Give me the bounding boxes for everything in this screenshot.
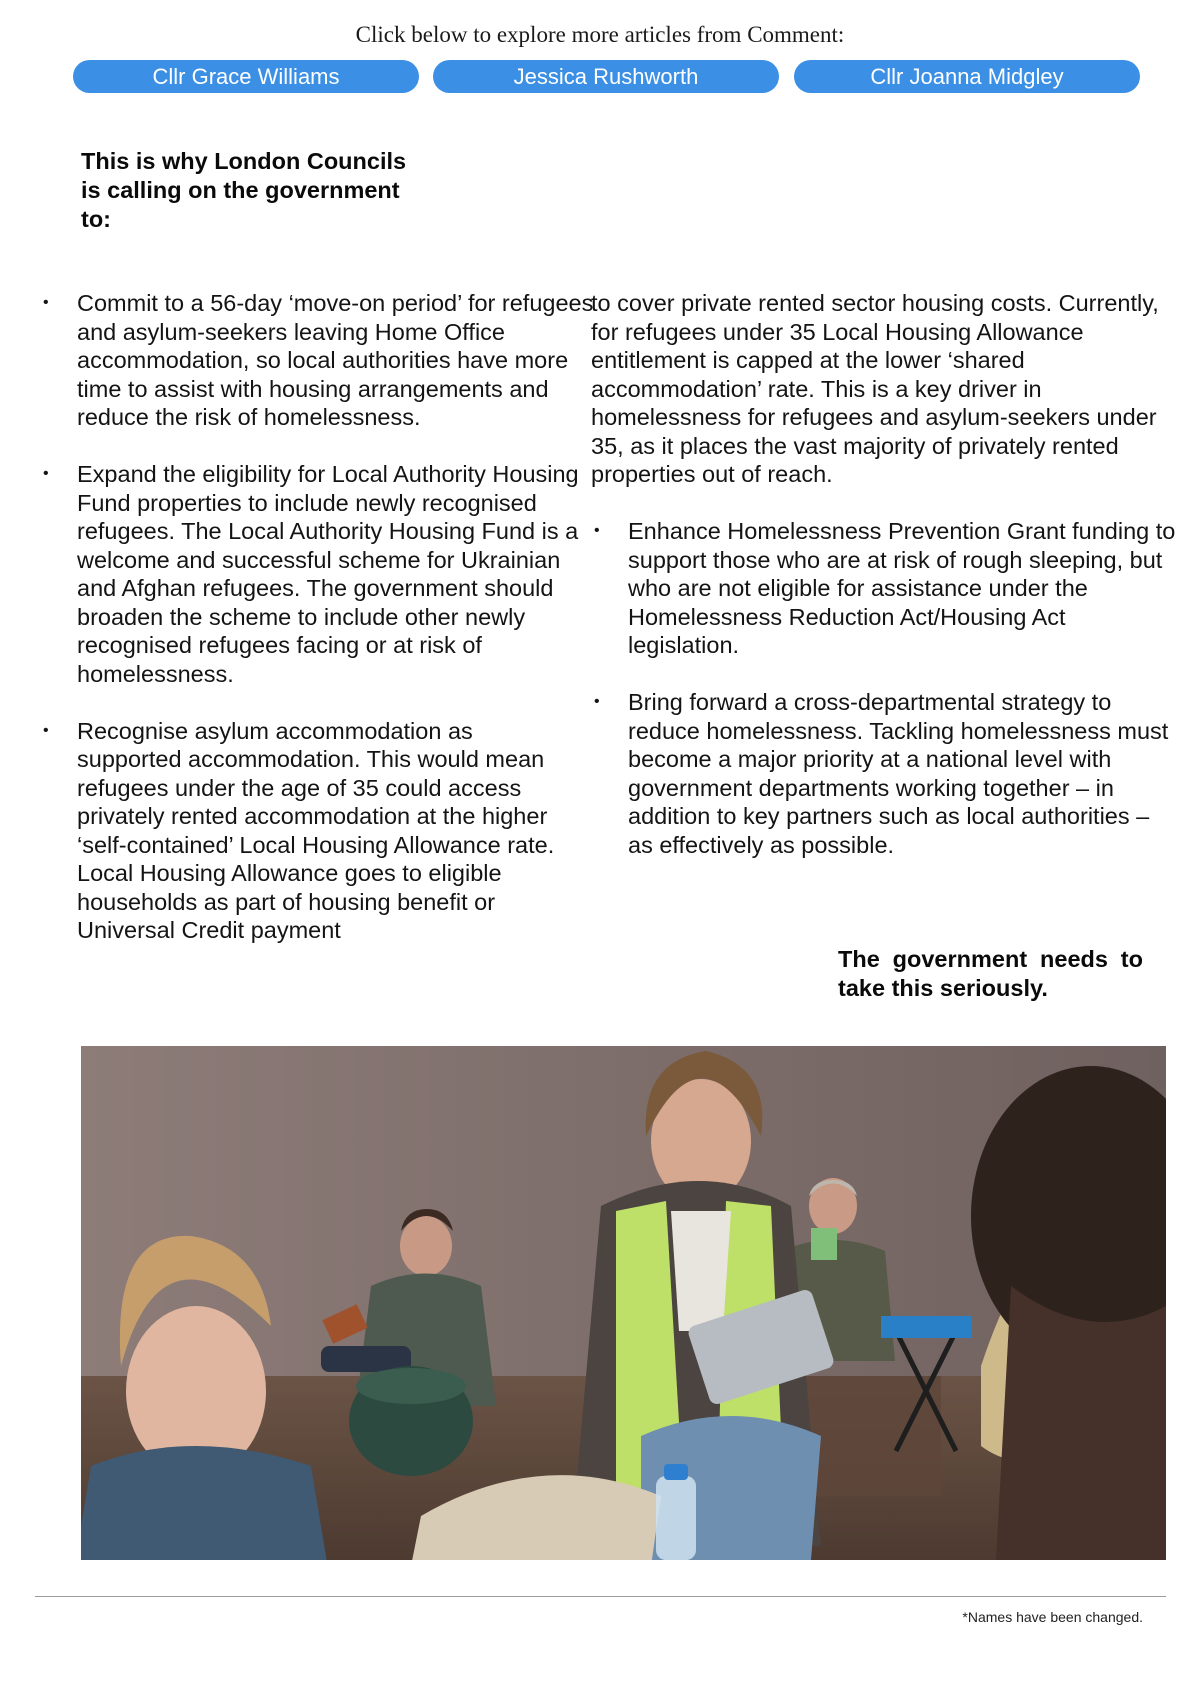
bullet-dot: • — [43, 465, 49, 482]
bullet-text: Bring forward a cross-departmental strategy to reduce homelessness. Tackling homelessness must become a major priority at a national level with government departments working together – in addition to key partners such as local authorities – as effectively as possible. — [628, 689, 1169, 858]
bullet-housing-fund — [40, 460, 600, 688]
article-photo — [81, 1046, 1166, 1560]
bullet-dot: • — [43, 721, 49, 739]
bullet-move-on-period — [40, 289, 600, 432]
right-column — [591, 289, 1178, 888]
bullet-text: Expand the eligibility for Local Authority Housing Fund properties to include newly recognised refugees. The Local Authority Housing Fund is a welcome and successful scheme for Ukrainian and Afghan refugees. The government should broaden the scheme to include other newly recognised refugees facing or at risk of homelessness. — [77, 461, 579, 687]
footnote: *Names have been changed. — [962, 1609, 1143, 1625]
bullet-text: Commit to a 56-day ‘move-on period’ for refugees and asylum-seekers leaving Home Office accommodation, so local authorities have more time to assist with housing arrangements and reduce the risk of homelessness. — [77, 290, 594, 430]
explore-heading: Click below to explore more articles from Comment: — [355, 22, 845, 47]
closing-statement: The government needs to take this seriously. — [838, 946, 1143, 1001]
bullet-dot: • — [594, 522, 600, 539]
footer-divider — [35, 1596, 1166, 1597]
bullet-prevention-grant — [591, 517, 1178, 660]
bullet-text: Recognise asylum accommodation as supported accommodation. This would mean refugees under the age of 35 could access privately rented accommodation at the higher ‘self-contained’ Local Housing Allowance rate. Local Housing Allowance goes to eligible households as part of housing benefit or Universal Credit payment — [77, 717, 555, 943]
left-column — [40, 289, 600, 973]
bullet-dot: • — [594, 693, 600, 710]
photo-illustration — [81, 1046, 1166, 1560]
bullet-cross-departmental-strategy — [591, 688, 1178, 859]
bullet-dot: • — [43, 294, 49, 311]
article-link-jessica-rushworth[interactable]: Jessica Rushworth — [433, 60, 779, 93]
bullet-supported-accommodation — [40, 717, 568, 945]
article-link-grace-williams[interactable]: Cllr Grace Williams — [73, 60, 419, 93]
bullet-text: Enhance Homelessness Prevention Grant funding to support those who are at risk of rough sleeping, but who are not eligible for assistance under the Homelessness Reduction Act/Housing Act legislation. — [628, 518, 1176, 658]
section-heading: This is why London Councils is calling on the government to: — [81, 148, 407, 232]
bullet-continuation: to cover private rented sector housing costs. Currently, for refugees under 35 Local Housing Allowance entitlement is capped at the lower ‘shared accommodation’ rate. This is a key driver in homelessness for refugees and asylum-seekers under 35, as it places the vast majority of privately rented properties out of reach. — [591, 290, 1159, 487]
article-link-joanna-midgley[interactable]: Cllr Joanna Midgley — [794, 60, 1140, 93]
